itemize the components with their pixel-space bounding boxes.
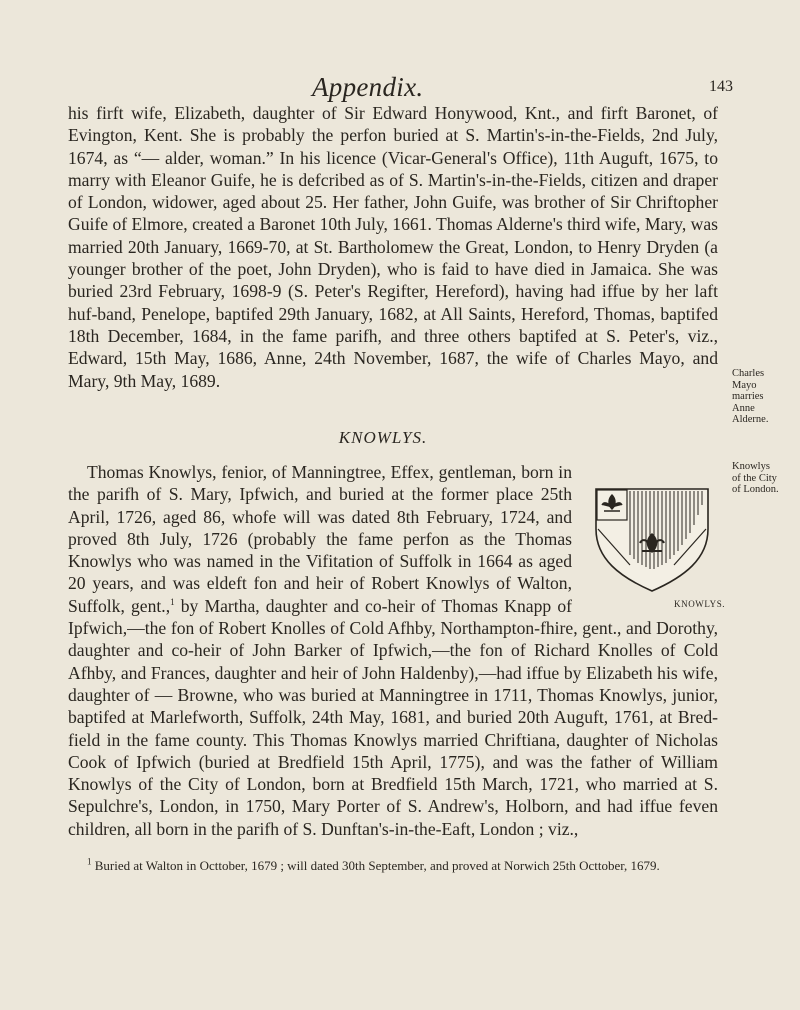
margin-note-line: Knowlys	[732, 461, 770, 472]
margin-note-line: Anne	[732, 402, 755, 414]
margin-note-knowlys	[732, 461, 779, 496]
margin-note-line: Alderne.	[732, 414, 769, 425]
margin-note-line: of London.	[732, 484, 779, 495]
running-head-title: Appendix.	[312, 72, 424, 102]
paragraph-2-part-b: by Martha, daughter and co-heir of Thomas Knapp of Ipfwich,—the fon of Robert Knolles of Cold Afhby, Northampton-fhire, gent., and Dorothy, daughter and co-heir of John Barker of Ipfwich,—the fon of Richard Knolles of Cold Afhby, and Frances, daughter and heir of John Haldenby),—had iffue by Elizabeth his wife, daughter of — Browne, who was buried at Manningtree in 1711, Thomas Knowlys, junior, baptifed at Marlefworth, Suffolk, 24th May, 1681, and buried 20th Auguft, 1761, at Bred-field in the fame county. This Thomas Knowlys married Chriftiana, daughter of Nicholas Cook of Ipfwich (buried at Bredfield 15th April, 1775), and was the father of William Knowlys of the City of London, born at Bredfield 15th March, 1721, who married at S. Sepulchre's, London, in 1750, Mary Porter of S. Andrew's, Holborn, and had iffue feven children, all born in the parifh of S. Dunftan's-in-the-Eaft, London ; viz.,	[68, 595, 718, 839]
page-number: 143	[709, 78, 733, 95]
section-heading	[0, 428, 800, 448]
shield-with-fleur-de-lis-icon	[590, 485, 714, 593]
footnote	[68, 857, 718, 875]
shield-caption: KNOWLYS.	[674, 599, 726, 609]
margin-note-line: marries	[732, 391, 764, 402]
margin-note-line: Charles	[732, 368, 765, 379]
paragraph-1: his firft wife, Elizabeth, daughter of Sir Edward Honywood, Knt., and firft Baronet, of Evington, Kent. She is probably the perfon buried at S. Martin's-in-the-Fields, 2nd July, 1674, as “— alder, woman.” In his licence (Vicar-General's Office), 11th Auguft, 1675, to marry with Eleanor Guife, he is defcribed as of S. Martin's-in-the-Fields, citizen and draper of London, widower, aged about 25. Her father, John Guife, was brother of Sir Chriftopher Guife of Elmore, created a Baronet 10th July, 1661. Thomas Alderne's third wife, Mary, was married 20th January, 1669-70, at St. Bartholomew the Great, London, to Henry Dryden (a younger brother of the poet, John Dryden), who is faid to have died in Jamaica. She was buried 23rd February, 1698-9 (S. Peter's Regifter, Hereford), having had iffue by her laft huf-band, Penelope, baptifed 29th January, 1682, at All Saints, Hereford, Thomas, baptifed 18th December, 1684, in the fame parifh, and three others baptifed at S. Peter's, viz., Edward, 15th May, 1686, Anne, 24th November, 1687, the wife of Charles Mayo, and Mary, 9th May, 1689.	[68, 103, 718, 391]
footnote-text: Buried at Walton in Octtober, 1679 ; will dated 30th September, and proved at Norwich 25th Octtober, 1679.	[91, 858, 660, 873]
paragraph-2-part-a: Thomas Knowlys, fenior, of Manningtree, Effex, gentleman, born in the parifh of S. Mary, Ipfwich, and buried at the former place 25th April, 1726, aged 86, whofe will was dated 8th February, 1724, and proved 8th July, 1726 (probably the fame perfon as the Thomas Knowlys who was named in the Vifitation of Suffolk in 1664 as aged 20 years, and was eldeft fon and heir of Robert Knowlys of Walton, Suffolk, gent.,	[68, 462, 572, 616]
margin-note-line: of the City	[732, 472, 777, 484]
footnote-marker: 1	[87, 856, 92, 867]
coat-of-arms	[582, 485, 726, 613]
margin-note-charles-mayo	[732, 368, 768, 426]
footnote-reference[interactable]: 1	[170, 596, 175, 607]
paragraph-knowlys	[68, 461, 726, 840]
paragraph-alderne	[68, 102, 718, 392]
section-heading-text: KNOWLYS.	[338, 428, 428, 447]
margin-note-line: Mayo	[732, 379, 757, 391]
